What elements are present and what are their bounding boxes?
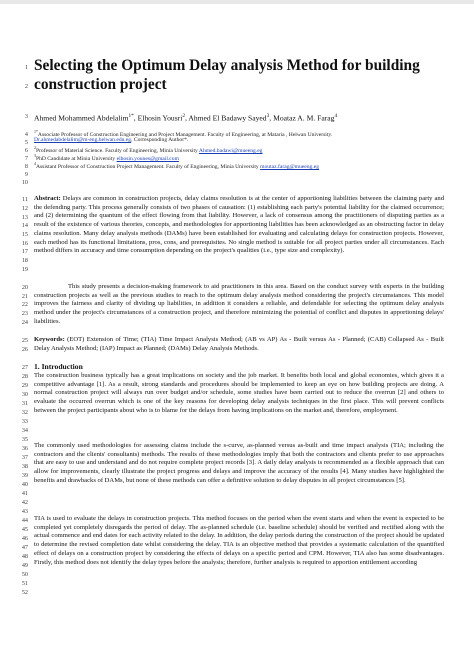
abstract-paragraph: [34, 195, 444, 256]
line-number: 50: [21, 571, 28, 578]
line-number: 18: [21, 257, 28, 264]
line-number: 24: [21, 319, 28, 326]
line-number: 39: [21, 472, 28, 479]
abstract-text: Delays are common in construction projects, delay claims resolution is at the center of apportioning liabilities between the claiming party and the defending party. This process generally consists of two phases of causation: (1) establishing each party's potential liability for the claimed occurrence; and (2) determining the quantum of the effect flowing from that liability. However, a lack of consensus among the practitioners of disputing parties as a result of the existence of various theories, concepts, and methodologies for apportioning liabilities has been acknowledged as an obstructing factor in delay claims resolution. Many delay analysis methods (DAMs) have been established for evaluating and calculating delays for construction projects. However, each method has its functional limitations, pros, cons, and prerequisites. No single method is suitable for all project parties under all circumstances. Each method differs in accuracy and time consumption depending on the project's qualities (i.e., type size and complexity).: [34, 195, 444, 255]
line-number: 36: [21, 445, 28, 452]
line-number: 34: [21, 427, 28, 434]
line-number: 11: [22, 196, 28, 203]
line-number: 16: [21, 240, 28, 247]
line-number: 15: [21, 231, 28, 238]
line-number: 12: [21, 205, 28, 212]
affiliation-text: Associate Professor of Construction Engineering and Project Management. Faculty of Engineering, at Mataria , Helwan University.: [37, 131, 333, 138]
line-number: 5: [24, 139, 28, 146]
affiliation-marker: 3: [34, 154, 36, 158]
line-number: 28: [21, 373, 28, 380]
line-number: 33: [21, 418, 28, 425]
author-name: Ahmed Mohammed Abdelalim: [34, 113, 129, 123]
affiliation-text: PhD Candidate at Minia University: [35, 155, 117, 162]
line-number: 14: [21, 222, 28, 229]
author-list: [34, 111, 454, 124]
line-number: 25: [21, 337, 28, 344]
line-number: 17: [21, 248, 28, 255]
affiliation-marker: 1*: [34, 130, 38, 134]
line-number: 19: [21, 266, 28, 273]
line-number: 9: [24, 171, 28, 178]
line-number: 44: [21, 517, 28, 524]
line-number: 40: [21, 481, 28, 488]
line-number: 48: [21, 553, 28, 560]
email-link[interactable]: Dr.ahmedabdelalim@m-eng.helwan.edu.eg: [34, 137, 132, 143]
affiliation-marker: 2: [34, 146, 36, 150]
affiliation-text: Assistant Professor of Construction Project Management. Faculty of Engineering, Minia University: [35, 163, 261, 170]
affiliation-marker: 4: [34, 162, 36, 166]
affiliation-1-email-line: [34, 137, 454, 144]
author-marker: 2: [182, 113, 185, 119]
line-number: 30: [21, 391, 28, 398]
author-name: , Elhosin Yousri: [133, 113, 183, 123]
line-number: 45: [21, 526, 28, 533]
keywords-paragraph: [34, 336, 444, 353]
author-marker: 1*: [128, 113, 134, 119]
line-number: 1: [24, 64, 28, 71]
author-name: , Ahmed El Badawy Sayed: [184, 113, 267, 123]
line-number: 37: [21, 454, 28, 461]
line-number: 4: [24, 131, 28, 138]
line-number: 22: [21, 301, 28, 308]
abstract-label: Abstract:: [34, 195, 61, 202]
line-number: 49: [21, 562, 28, 569]
line-number: 2: [24, 83, 28, 90]
line-number: 38: [21, 463, 28, 470]
author-name: , Moataz A. M. Farag: [269, 113, 335, 123]
line-number: 10: [21, 179, 28, 186]
paper-title: Selecting the Optimum Delay analysis Method for building construction project: [34, 57, 420, 93]
line-number: 23: [21, 310, 28, 317]
line-number: 52: [21, 589, 28, 596]
section-heading: 1. Introduction: [34, 362, 83, 371]
line-number: 46: [21, 535, 28, 542]
line-number: 43: [21, 508, 28, 515]
line-number: 26: [21, 346, 28, 353]
author-marker: 3: [266, 113, 270, 119]
line-number: 41: [21, 490, 28, 497]
email-link[interactable]: elhosin.younes@gmail.com: [116, 155, 179, 162]
affiliation-4: [34, 161, 454, 171]
line-number: 8: [24, 163, 28, 170]
line-number: 32: [21, 409, 28, 416]
line-number: 7: [24, 155, 28, 162]
intro-paragraph-3: TIA is used to evaluate the delays in construction projects. This method focuses on the period when the event starts and when the event is expected to be completed yet completely disregards the period of delay. The as-planned schedule (i.e. baseline schedule) should be verified and rectified along with the actual commence and end dates for each activity related to the delay. In addition, the delay periods during the construction of the project should be updated to determine the revised completion date whilst considering the delay. TIA is an objective method that provides a systematic calculation of the quantified effect of delays on a construction project by considering the effects of delays on a specific period and CPM. However, TIA also has some disadvantages. Firstly, this method does not identify the delay types before the analysis; therefore, further analysis is required to apportion entitlement according: [34, 515, 444, 566]
top-toolbar-strip: [0, 0, 474, 4]
intro-paragraph-2: The commonly used methodologies for assessing claims include the s-curve, as-planned versus as-built and time impact analysis (TIA; including the contractors and the clients' consultants) methods. The results of these methodologies imply that both the contractors and clients prefer to use approaches that are easy to use and understand and do not require complete project records [3]. A daily delay analysis is recommended as a flexible approach that can allow for improvements, clearly illustrate the project progress and delays and improve the accuracy of the results [4]. Many studies have highlighted the benefits and drawbacks of DAMs, but none of these methods can offer a definitive solution to delay disputes in all project circumstances [5].: [34, 442, 444, 484]
line-number: 3: [24, 113, 28, 120]
email-link[interactable]: Ahmed.badawi@mueeng.eg: [198, 147, 263, 154]
line-number: 27: [21, 364, 28, 371]
line-number: 6: [24, 147, 28, 154]
line-number: 21: [21, 293, 28, 300]
line-number: 42: [21, 499, 28, 506]
line-number: 20: [21, 284, 28, 291]
line-number: 47: [21, 544, 28, 551]
keywords-label: Keywords:: [34, 336, 65, 343]
line-number: 35: [21, 436, 28, 443]
abstract-paragraph-2: This study presents a decision-making framework to aid practitioners in this area. Based on the conduct survey with experts in the building construction projects as well as the previous studies to reach to the optimum delay analysis method considering the project's circumstances. This model improves the fairness and clarity of dividing up liabilities, in addition it considers a reliable, and defendable for selecting the optimum delay analysis method under the project's circumstances of a construction project, and therefore minimizing the potential of conflict and disputes in apportioning delays' liabilities.: [34, 283, 444, 325]
affiliation-text: Professor of Material Science. Faculty of Engineering, Minia University: [35, 147, 199, 154]
email-link[interactable]: moutaz.farag@mueeng.eg: [260, 163, 320, 170]
keywords-text: (EOT) Extension of Time; (TIA) Time Impact Analysis Method; (AB vs AP) As - Built versus As - Planned; (CAB) Collapsed As - Built Delay Analysis Method; (IAP) Impact as Planned; (DAMs) Delay Analysis Methods.: [34, 336, 444, 352]
line-number: 51: [21, 580, 28, 587]
intro-paragraph-1: The construction business typically has a great implications on society and the job market. It benefits both local and global economies, which gives it a competitive advantage [1]. As a result, strong standards and procedures should be implemented to keep an eye on how building projects are doing. A normal construction project will always run over budget and/or schedule, some studies have been carried out to reduce the overrun [2] and others to evaluate the occurred overrun which is one of the key reasons for developing delay analysis techniques in the first place. This will prevent conflicts between the project participants about who is to blame for the delays from having implications on the market and, therefore, employment.: [34, 372, 444, 414]
line-number: 29: [21, 382, 28, 389]
affiliation-text: , Corresponding Author*.: [131, 137, 189, 143]
line-number: 13: [21, 214, 28, 221]
author-marker: 4: [334, 113, 338, 119]
line-number: 31: [21, 400, 28, 407]
